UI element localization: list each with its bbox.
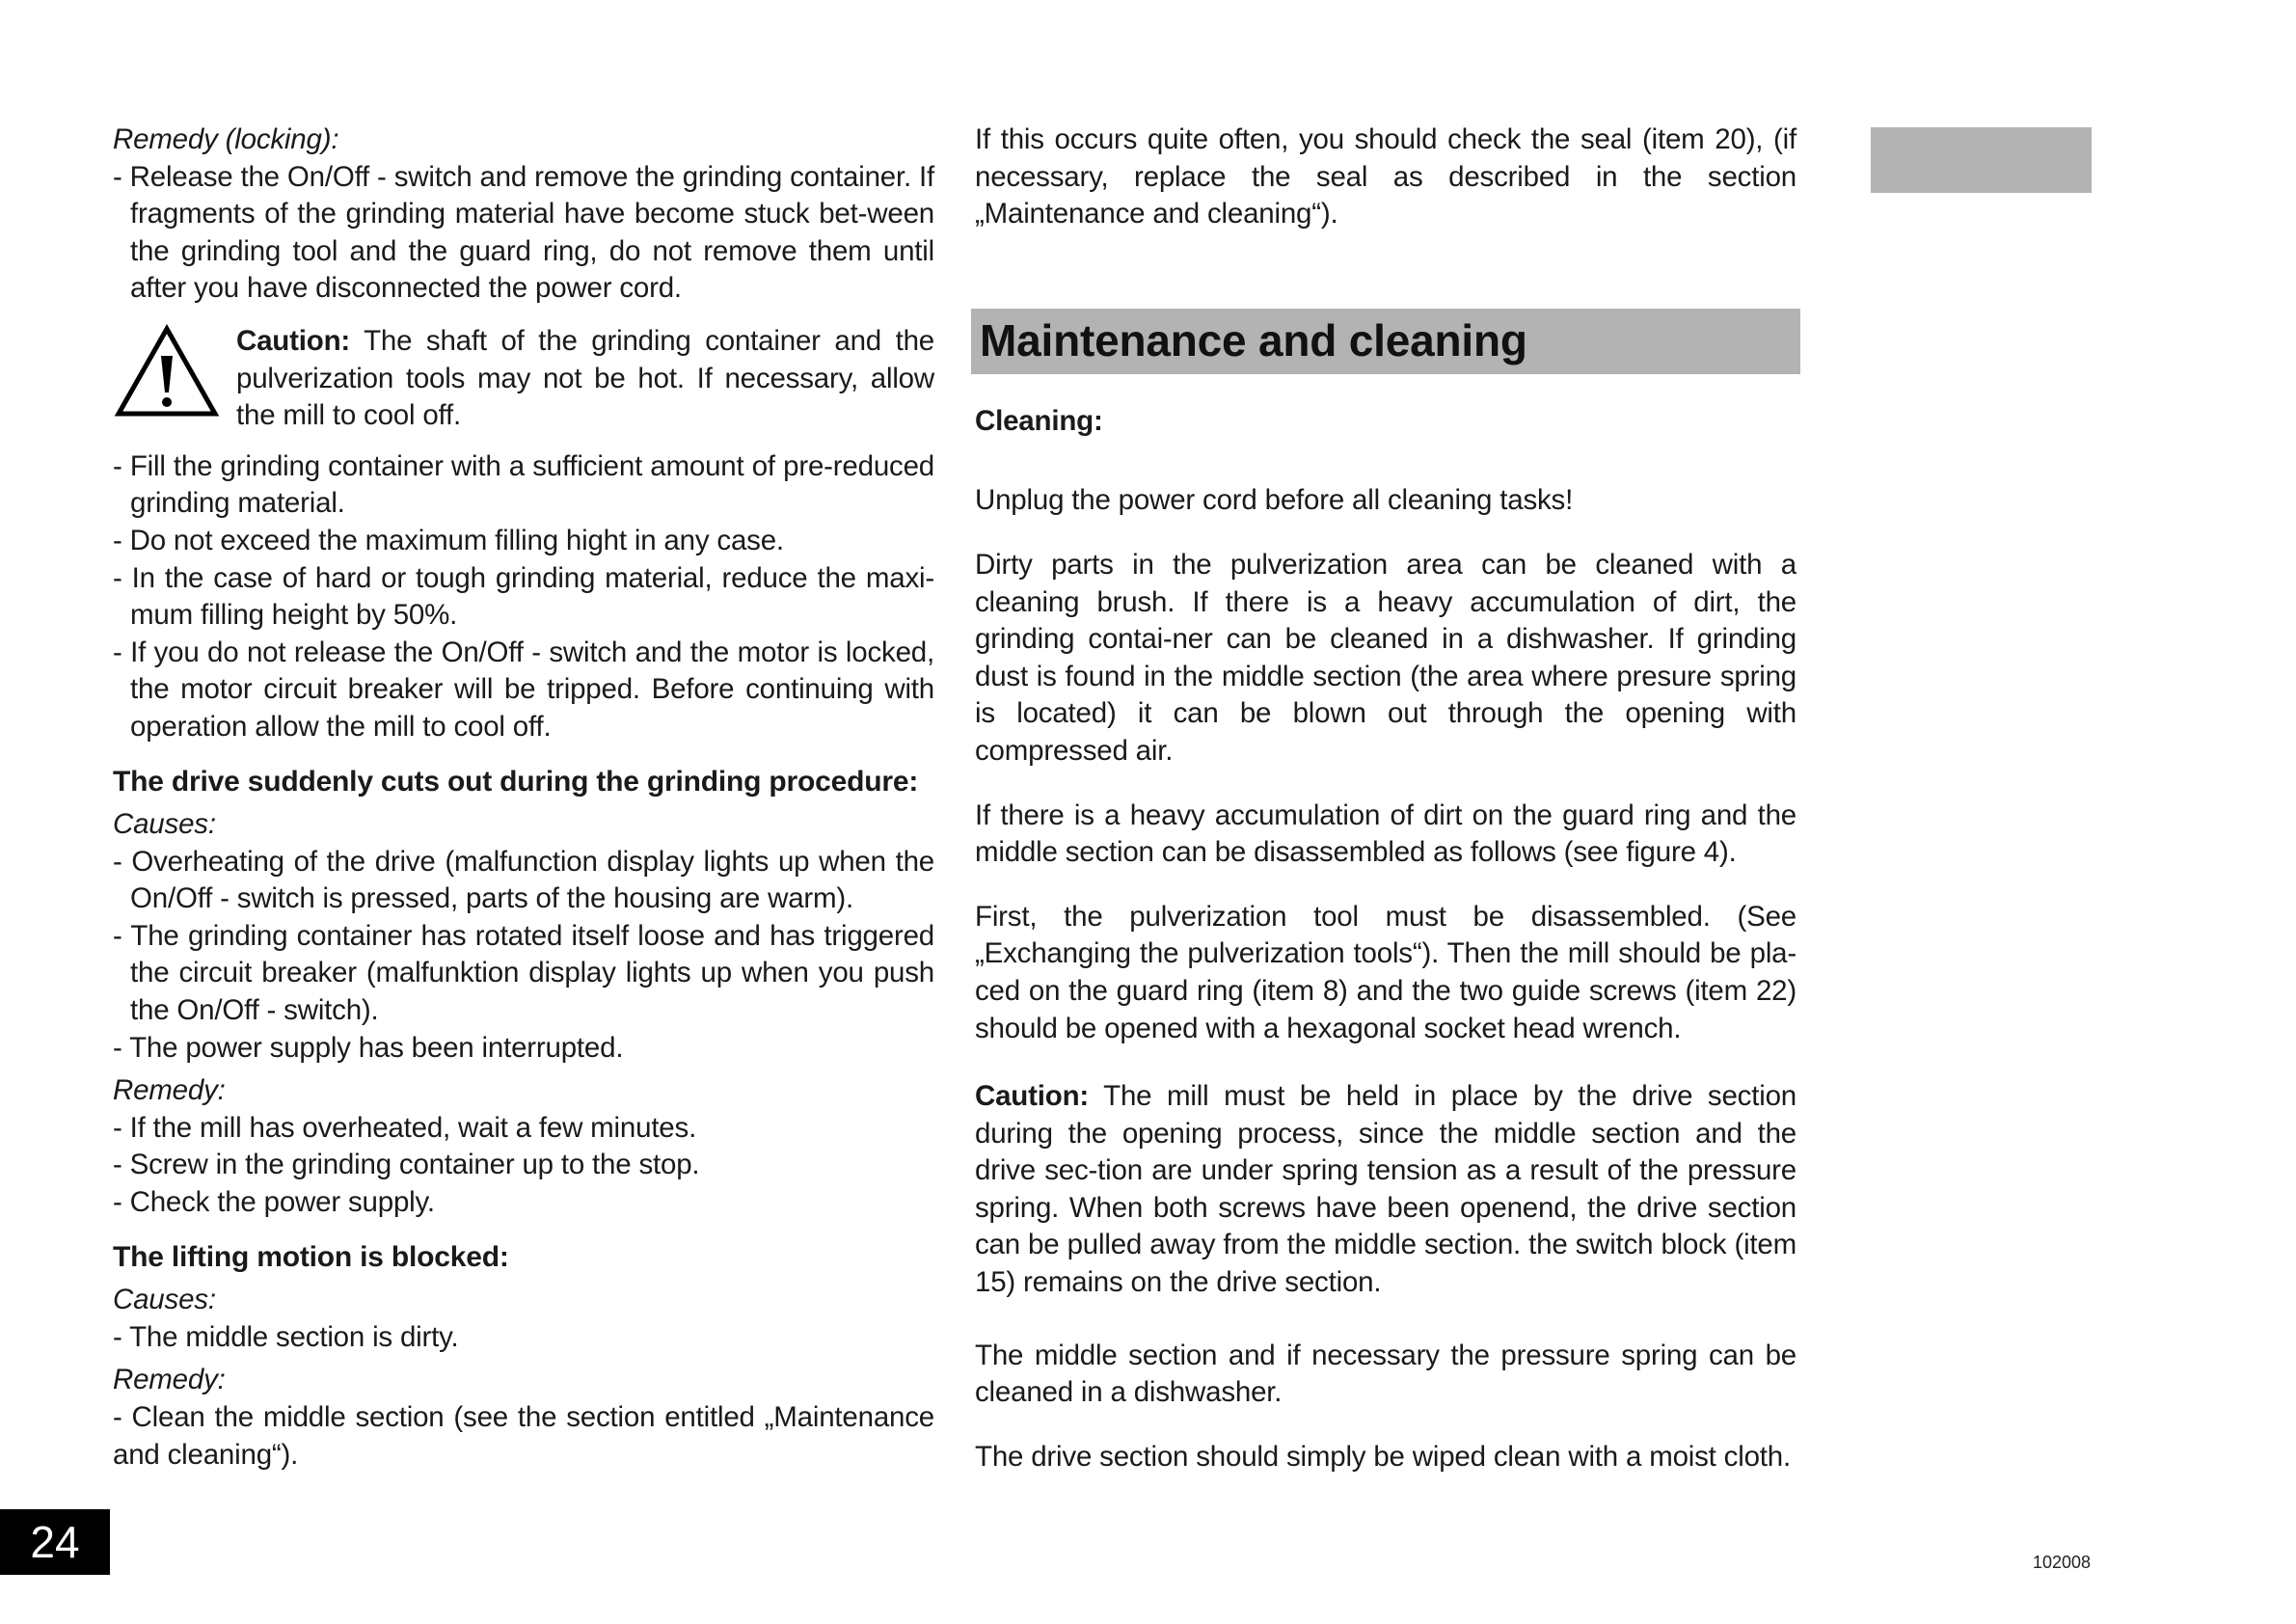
list-item: - The grinding container has rotated itself loose and has triggered the circuit breaker (malfunktion display lights up when you push the On/Off - switch).	[113, 919, 934, 1027]
remedy-label: Remedy:	[113, 1364, 226, 1396]
list-item: - The middle section is dirty.	[113, 1320, 459, 1353]
intro-paragraph: If this occurs quite often, you should check the seal (item 20), (if necessary, replace the seal as described in the section „Maintenance and cleaning“).	[975, 123, 1796, 230]
causes-label: Causes:	[113, 808, 216, 841]
paragraph-caution	[975, 1078, 1796, 1302]
list-item: - Screw in the grinding container up to the stop.	[113, 1149, 700, 1181]
section-title: Maintenance and cleaning	[980, 315, 1527, 366]
list-item: - Do not exceed the maximum filling hight in any case.	[113, 524, 784, 556]
paragraph-unplug: Unplug the power cord before all cleaning tasks!	[975, 484, 1574, 517]
caution-block-1	[113, 323, 934, 435]
paragraph-middle: The middle section and if necessary the pressure spring can be cleaned in a dishwasher.	[975, 1339, 1796, 1409]
list-item: - Fill the grinding container with a sufficient amount of pre-reduced grinding material.	[113, 449, 934, 520]
list-item: - The power supply has been interrupted.	[113, 1031, 624, 1064]
remedy-label: Remedy:	[113, 1074, 226, 1107]
list-item: - Clean the middle section (see the section entitled „Maintenance and cleaning“).	[113, 1401, 934, 1471]
caution-body: The shaft of the grinding container and the pulverization tools may not be hot. If necessary, allow the mill to cool off.	[236, 324, 934, 432]
causes-label: Causes:	[113, 1284, 216, 1316]
caution-label: Caution:	[236, 324, 351, 357]
warning-triangle-icon	[113, 323, 236, 435]
chapter-tab-marker	[1871, 127, 2092, 193]
list-item: - Check the power supply.	[113, 1186, 435, 1219]
caution-body: The mill must be held in place by the drive section during the opening process, since the middle section and the drive sec-tion are under spring tension as a result of the pressure spring. When both screws have been openend, the drive section can be pulled away from the middle section. the switch block (item 15) remains on the drive section.	[975, 1080, 1796, 1299]
paragraph-heavy: If there is a heavy accumulation of dirt on the guard ring and the middle section can be disassembled as follows (see figure 4).	[975, 798, 1796, 869]
list-item: - If the mill has overheated, wait a few minutes.	[113, 1111, 697, 1144]
page-number-text: 24	[30, 1517, 80, 1567]
paragraph-dirty: Dirty parts in the pulverization area can be cleaned with a cleaning brush. If there is a heavy accumulation of dirt, the grinding contai-ner can be cleaned in a dishwasher. If grinding dust is found in the middle section (the area where presure spring is located) it can be blown out through the opening with compressed air.	[975, 548, 1796, 767]
section-title-bar	[971, 309, 1800, 374]
paragraph-first: First, the pulverization tool must be disassembled. (See „Exchanging the pulverization tools“). Then the mill should be pla-ced on the guard ring (item 8) and the two guide screws (item 22) should be opened with a hexagonal socket head wrench.	[975, 900, 1796, 1044]
remedy-locking-label: Remedy (locking):	[113, 123, 339, 155]
caution-text-1	[236, 323, 934, 435]
caution-label: Caution:	[975, 1080, 1090, 1113]
document-code: 102008	[2033, 1553, 2092, 1572]
left-column	[113, 122, 934, 1474]
right-column	[975, 122, 1796, 1475]
list-item: - Release the On/Off - switch and remove the grinding container. If fragments of the grinding material have become stuck bet-ween the grinding tool and the guard ring, do not remove them until after you have disconnected the power cord.	[113, 160, 934, 305]
list-item: - If you do not release the On/Off - switch and the motor is locked, the motor circuit breaker will be tripped. Before continuing with operation allow the mill to cool off.	[113, 636, 934, 743]
heading-drive-cuts-out: The drive suddenly cuts out during the grinding procedure:	[113, 765, 919, 798]
list-item: - Overheating of the drive (malfunction display lights up when the On/Off - switch is pressed, parts of the housing are warm).	[113, 845, 934, 915]
heading-lifting-blocked: The lifting motion is blocked:	[113, 1240, 509, 1273]
cleaning-heading: Cleaning:	[975, 404, 1103, 437]
list-item: - In the case of hard or tough grinding material, reduce the maxi-mum filling height by 50%.	[113, 561, 934, 632]
paragraph-drive: The drive section should simply be wiped clean with a moist cloth.	[975, 1440, 1791, 1473]
page-number	[0, 1509, 110, 1575]
